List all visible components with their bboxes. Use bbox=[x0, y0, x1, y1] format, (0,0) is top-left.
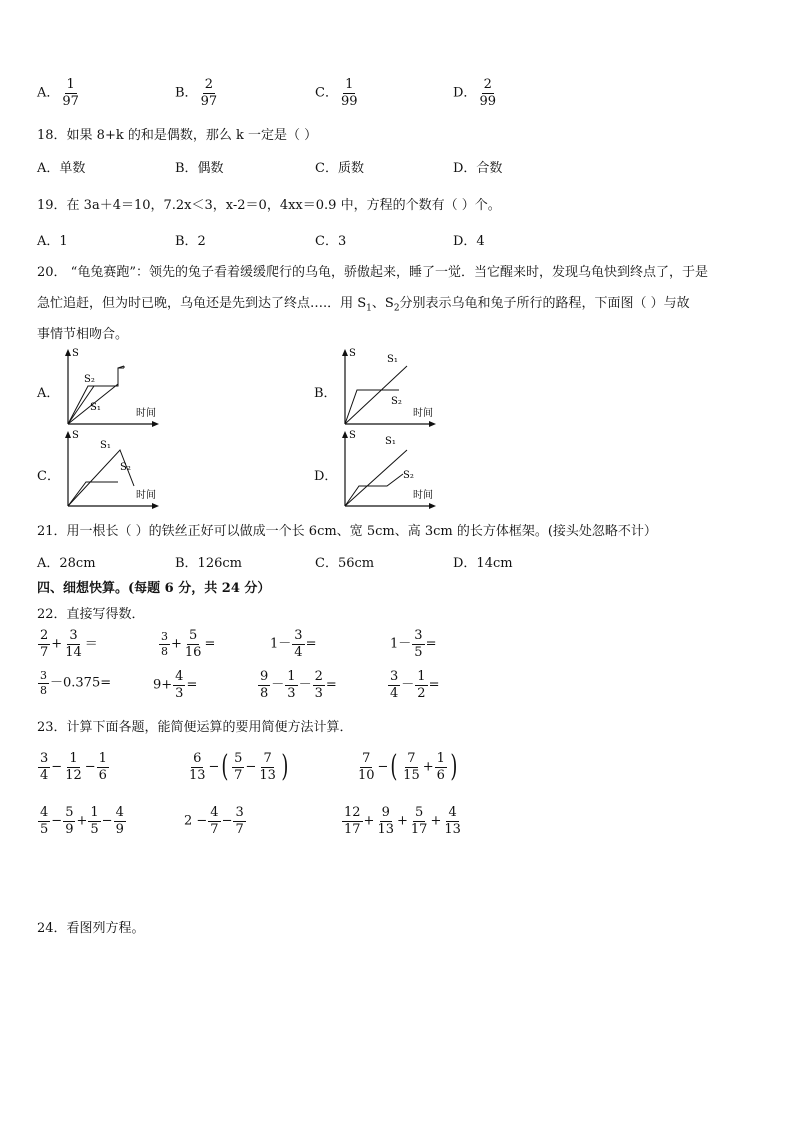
graph-b-axis-y: S bbox=[349, 348, 356, 359]
q23-expr-3: $\frac{7}{10}$ −( $\frac{7}{15}$ + $\frac{1}{6}$ ) bbox=[358, 749, 458, 785]
q19-stem: 19．在 3a＋4＝10，7.2x＜3，x-2＝0，4xx＝0.9 中，方程的个数有（ ）个。 bbox=[37, 198, 501, 213]
q24-stem: 24．看图列方程。 bbox=[37, 921, 145, 936]
q18-stem: 18．如果 8+k 的和是偶数，那么 k 一定是（ ） bbox=[37, 128, 318, 143]
graph-c-axis-x: 时间 bbox=[136, 490, 156, 501]
q22-r2-d: $\frac{3}{4}$ － $\frac{1}{2}$ = bbox=[390, 669, 440, 701]
q20-graph-a bbox=[60, 346, 164, 430]
q23-expr-6: $\frac{12}{17}$ + $\frac{9}{13}$ + $\frac{5}{17}$ + $\frac{4}{13}$ bbox=[344, 805, 461, 837]
q22-r2-c: $\frac{9}{8}$ － $\frac{1}{3}$ － $\frac{2}{3}$ = bbox=[260, 669, 337, 701]
graph-d-s1: S₁ bbox=[385, 436, 396, 447]
q20-graph-d bbox=[337, 428, 441, 512]
graph-a-axis-x: 时间 bbox=[136, 408, 156, 419]
graph-b-s1: S₁ bbox=[387, 354, 398, 365]
q22-stem: 22．直接写得数． bbox=[37, 607, 145, 622]
q17-option-b: B． $\frac{2}{97}$ bbox=[175, 77, 218, 109]
section-4-heading: 四、细想快算。(每题 6 分，共 24 分） bbox=[37, 581, 271, 596]
graph-d-axis-x: 时间 bbox=[413, 490, 433, 501]
q20-line2: 急忙追赶，但为时已晚，乌龟还是先到达了终点….．用 $S_1$、$S_2$分别表示乌龟和兔子所行的路程，下面图（ ）与故 bbox=[37, 296, 690, 314]
q19-option-b: B．2 bbox=[175, 234, 206, 249]
q17-option-d: D． $\frac{2}{99}$ bbox=[453, 77, 496, 109]
q20-option-c-label: C． bbox=[37, 469, 60, 484]
graph-c-s1: S₁ bbox=[100, 440, 111, 451]
q20-option-d-label: D． bbox=[314, 469, 338, 484]
q22-r2-a: $\frac{3}{8}$ －0.375= bbox=[40, 669, 112, 697]
q21-option-c: C．56cm bbox=[315, 556, 375, 571]
graph-b-s2: S₂ bbox=[391, 396, 402, 407]
q19-option-a: A．1 bbox=[37, 234, 68, 249]
graph-b-axis-x: 时间 bbox=[413, 408, 433, 419]
q22-r1-a: $\frac{2}{7}$ + $\frac{3}{14}$ ＝ bbox=[40, 628, 98, 660]
q23-stem: 23．计算下面各题，能简便运算的要用简便方法计算． bbox=[37, 720, 353, 735]
q20-option-a-label: A． bbox=[37, 386, 60, 401]
q21-option-d: D．14cm bbox=[453, 556, 513, 571]
graph-a-s2: S₂ bbox=[84, 374, 95, 385]
q22-r1-c: 1－ $\frac{3}{4}$ = bbox=[270, 628, 317, 660]
q21-stem: 21．用一根长（ ）的铁丝正好可以做成一个长 6cm、宽 5cm、高 3cm 的长方体框架。(接头处忽略不计） bbox=[37, 524, 657, 539]
q20-line1: 20． “龟兔赛跑”：领先的兔子看着缓缓爬行的乌龟，骄傲起来，睡了一觉．当它醒来时，发现乌龟快到终点了，于是 bbox=[37, 265, 708, 280]
graph-c-s2: S₂ bbox=[120, 462, 131, 473]
q19-option-c: C．3 bbox=[315, 234, 347, 249]
graph-a-axis-y: S bbox=[72, 348, 79, 359]
q18-option-d: D．合数 bbox=[453, 161, 503, 176]
q18-option-b: B．偶数 bbox=[175, 161, 224, 176]
q22-r1-d: 1－ $\frac{3}{5}$ = bbox=[390, 628, 437, 660]
q20-option-b-label: B． bbox=[314, 386, 337, 401]
q17-option-a: A． $\frac{1}{97}$ bbox=[37, 77, 79, 109]
q22-r1-b: $\frac{3}{8}$ + $\frac{5}{16}$ = bbox=[161, 628, 216, 660]
q19-option-d: D．4 bbox=[453, 234, 485, 249]
q18-option-c: C．质数 bbox=[315, 161, 364, 176]
q23-expr-2: $\frac{6}{13}$ −( $\frac{5}{7}$ − $\frac{7}{13}$ ) bbox=[189, 749, 289, 785]
q23-expr-5: 2 − $\frac{4}{7}$ − $\frac{3}{7}$ bbox=[184, 805, 244, 837]
q23-expr-1: $\frac{3}{4}$ − $\frac{1}{12}$ − $\frac{1}{6}$ bbox=[40, 751, 107, 783]
q18-option-a: A．单数 bbox=[37, 161, 86, 176]
q20-graph-c bbox=[60, 428, 164, 512]
q23-expr-4: $\frac{4}{5}$ − $\frac{5}{9}$ + $\frac{1}{5}$ − $\frac{4}{9}$ bbox=[40, 805, 124, 837]
q20-graph-b bbox=[337, 346, 441, 430]
graph-d-s2: S₂ bbox=[403, 470, 414, 481]
q20-line3: 事情节相吻合。 bbox=[37, 327, 129, 342]
graph-d-axis-y: S bbox=[349, 430, 356, 441]
q17-option-c: C． $\frac{1}{99}$ bbox=[315, 77, 358, 109]
q22-r2-b: 9+ $\frac{4}{3}$ = bbox=[153, 669, 198, 701]
graph-c-axis-y: S bbox=[72, 430, 79, 441]
graph-a-s1: S₁ bbox=[90, 402, 101, 413]
q21-option-a: A．28cm bbox=[37, 556, 96, 571]
q21-option-b: B．126cm bbox=[175, 556, 242, 571]
